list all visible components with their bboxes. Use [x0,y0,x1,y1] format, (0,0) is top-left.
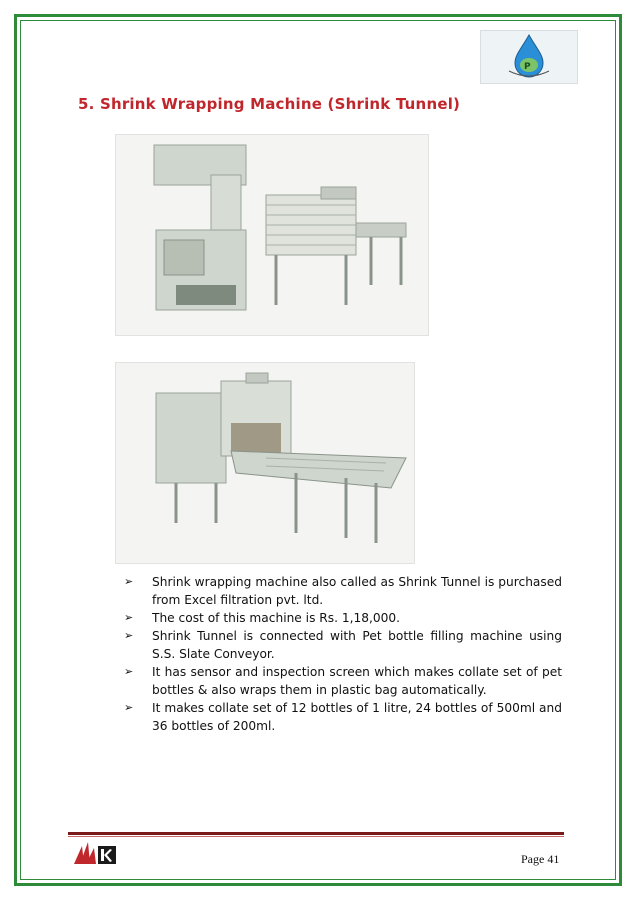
list-item [124,609,562,627]
arrow-bullet-icon: ➢ [124,575,134,588]
machine-photo-1 [115,134,429,336]
arrow-bullet-icon: ➢ [124,701,134,714]
list-item [124,663,562,699]
footer-company-logo [72,840,118,866]
svg-text:P: P [524,62,531,72]
footer-rule-thin [68,836,564,837]
water-drop-logo-icon [481,31,577,83]
footer-rule [68,832,564,835]
company-logo [480,30,578,84]
list-item [124,699,562,735]
arrow-bullet-icon: ➢ [124,665,134,678]
list-item-text: It makes collate set of 12 bottles of 1 litre, 24 bottles of 500ml and 36 bottles of 200ml. [152,701,562,733]
arrow-bullet-icon: ➢ [124,611,134,624]
list-item [124,627,562,663]
list-item [124,573,562,609]
list-item-text: Shrink Tunnel is connected with Pet bottle filling machine using S.S. Slate Conveyor. [152,629,562,661]
arrow-bullet-icon: ➢ [124,629,134,642]
page-number: Page 41 [521,852,560,866]
shrink-tunnel-illustration-2 [116,363,414,563]
list-item-text: The cost of this machine is Rs. 1,18,000. [152,611,401,625]
list-item-text: Shrink wrapping machine also called as Shrink Tunnel is purchased from Excel filtration pvt. ltd. [152,575,562,607]
bullet-list [124,573,562,735]
machine-photo-2 [115,362,415,564]
list-item-text: It has sensor and inspection screen which makes collate set of pet bottles & also wraps them in plastic bag automatically. [152,665,562,697]
shrink-tunnel-illustration-1 [116,135,428,335]
section-heading: 5. Shrink Wrapping Machine (Shrink Tunnel) [78,95,461,113]
ks-logo-icon [72,840,118,866]
